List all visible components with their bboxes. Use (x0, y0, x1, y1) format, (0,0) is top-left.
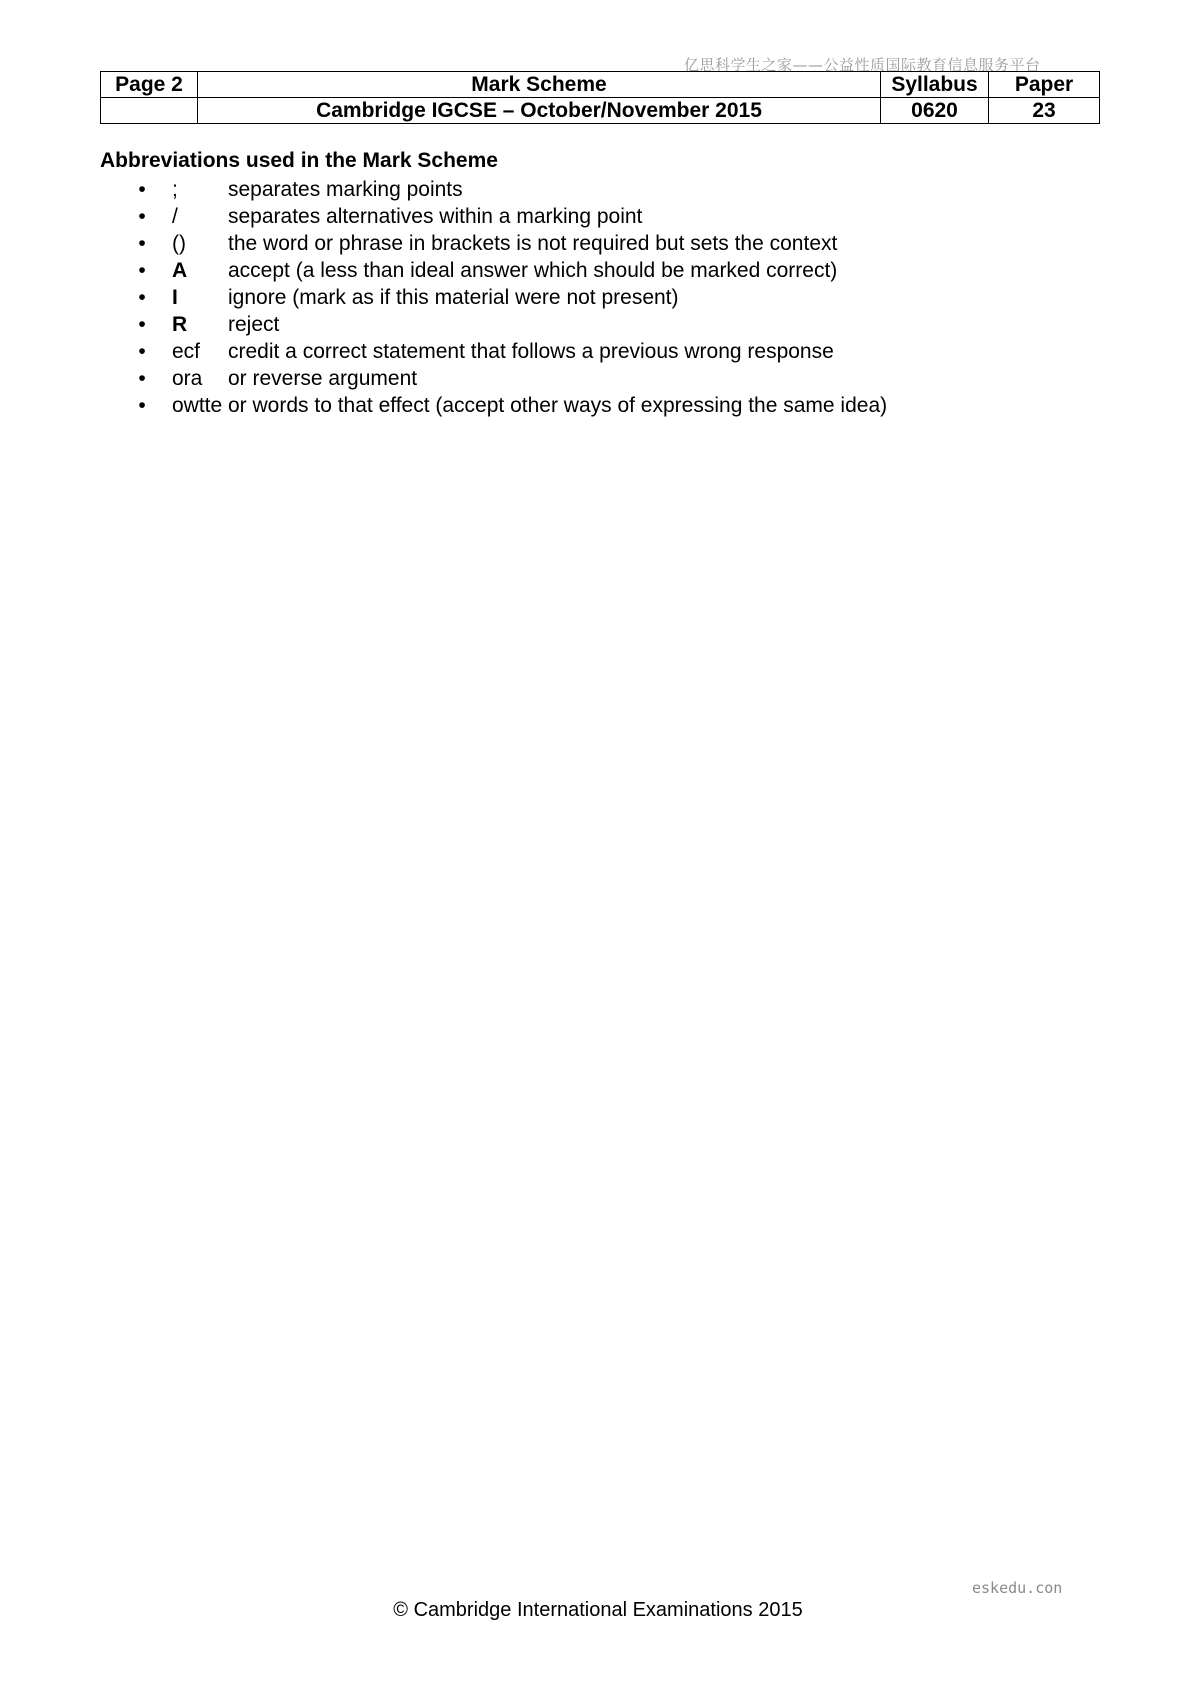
copyright-footer: © Cambridge International Examinations 2015 (393, 1599, 803, 1621)
watermark-bottom: eskedu.con (972, 1579, 1063, 1597)
header-table (100, 71, 1100, 124)
bullet-icon: • (138, 367, 146, 390)
abbreviation-symbol: I (172, 286, 178, 309)
abbreviation-symbol: owtte (172, 394, 223, 417)
syllabus-label: Syllabus (881, 72, 989, 98)
bullet-icon: • (138, 286, 146, 309)
paper-label: Paper (989, 72, 1100, 98)
abbreviation-meaning: accept (a less than ideal answer which should be marked correct) (228, 259, 838, 282)
bullet-icon: • (138, 259, 146, 282)
syllabus-value: 0620 (881, 98, 989, 124)
abbreviations-heading: Abbreviations used in the Mark Scheme (100, 149, 498, 172)
bullet-icon: • (138, 232, 146, 255)
bullet-icon: • (138, 178, 146, 201)
abbreviation-symbol: / (172, 205, 178, 228)
watermark-top: 亿思科学生之家——公益性质国际教育信息服务平台 (684, 56, 1041, 74)
header-row-2 (101, 98, 1100, 124)
bullet-icon: • (138, 340, 146, 363)
abbreviation-symbol: A (172, 259, 188, 282)
abbreviation-meaning: the word or phrase in brackets is not required but sets the context (228, 232, 838, 255)
page-number: Page 2 (101, 72, 198, 98)
bullet-icon: • (138, 313, 146, 336)
abbreviation-meaning: or words to that effect (accept other ways of expressing the same idea) (228, 394, 888, 417)
paper-value: 23 (989, 98, 1100, 124)
abbreviation-meaning: separates alternatives within a marking point (228, 205, 643, 228)
bullet-icon: • (138, 394, 146, 417)
abbreviation-symbol: () (172, 232, 186, 255)
exam-session: Cambridge IGCSE – October/November 2015 (198, 98, 881, 124)
empty-cell (101, 98, 198, 124)
abbreviation-symbol: ; (172, 178, 178, 201)
abbreviation-meaning: ignore (mark as if this material were not present) (228, 286, 679, 309)
header-row-1 (101, 72, 1100, 98)
abbreviation-symbol: R (172, 313, 188, 336)
abbreviation-symbol: ora (172, 367, 203, 390)
bullet-icon: • (138, 205, 146, 228)
abbreviation-meaning: credit a correct statement that follows a previous wrong response (228, 340, 834, 363)
document-title: Mark Scheme (198, 72, 881, 98)
abbreviation-symbol: ecf (172, 340, 201, 363)
abbreviation-meaning: separates marking points (228, 178, 463, 201)
abbreviation-meaning: reject (228, 313, 280, 336)
abbreviation-meaning: or reverse argument (228, 367, 418, 390)
